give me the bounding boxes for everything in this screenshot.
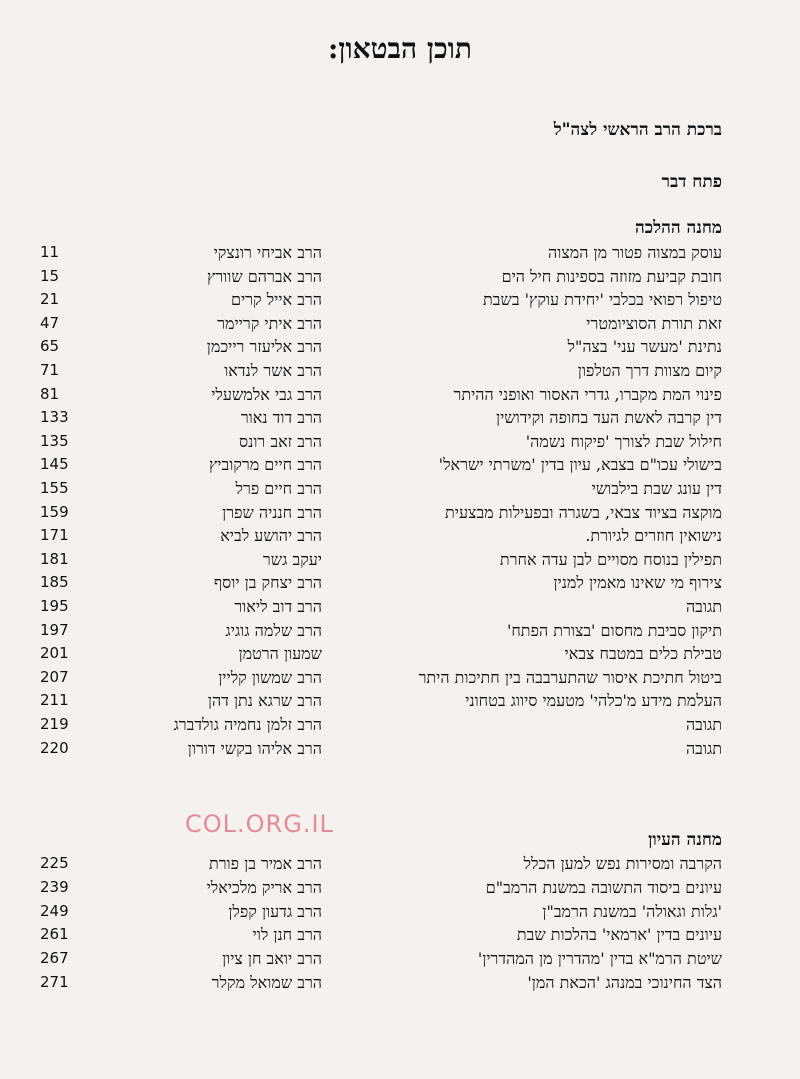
entry-page-number: 225 bbox=[40, 854, 69, 872]
entry-author: הרב שרגא נתן דהן bbox=[207, 691, 322, 711]
entry-title: תגובה bbox=[685, 738, 722, 758]
entry-author: הרב חיים פרל bbox=[235, 479, 322, 498]
entry-title: חובת קביעת מזוזה בספינות חיל הים bbox=[501, 266, 722, 286]
entry-title: הצד החינוכי במנהג 'הכאת המן' bbox=[527, 973, 722, 992]
toc-entry bbox=[40, 571, 722, 594]
entry-title: נתינת 'מעשר עני' בצה"ל bbox=[567, 337, 722, 357]
entry-author: הרב יצחק בן יוסף bbox=[213, 573, 322, 593]
entry-author: הרב חנן לוי bbox=[252, 925, 322, 945]
toc-entry bbox=[40, 689, 722, 712]
entry-author: שמעון הרטמן bbox=[238, 644, 322, 664]
entry-author: הרב גדעון קפלן bbox=[228, 901, 322, 921]
toc-entry bbox=[40, 335, 722, 358]
entry-title: קיום מצוות דרך הטלפון bbox=[577, 361, 722, 380]
entry-author: יעקב גשר bbox=[262, 549, 322, 569]
entry-title: 'גלות וגאולה' במשנת הרמב"ן bbox=[542, 901, 722, 921]
toc-entry bbox=[40, 666, 722, 689]
entry-author: הרב שמואל מקלר bbox=[211, 973, 322, 992]
section-heading-opening: פתח דבר bbox=[661, 172, 722, 192]
toc-entry bbox=[40, 406, 722, 429]
entry-page-number: 133 bbox=[40, 408, 69, 427]
entry-page-number: 81 bbox=[40, 384, 60, 403]
toc-entry bbox=[40, 923, 722, 946]
toc-entry bbox=[40, 595, 722, 618]
entry-title: תגובה bbox=[685, 715, 722, 734]
toc-entry bbox=[40, 852, 722, 875]
entry-page-number: 185 bbox=[40, 573, 69, 592]
entry-page-number: 207 bbox=[40, 667, 69, 686]
entry-author: הרב זאב רונס bbox=[239, 431, 322, 451]
entry-title: טבילת כלים במטבח צבאי bbox=[564, 644, 722, 664]
entry-title: תיקון סביבת מחסום 'בצורת הפתח' bbox=[506, 620, 722, 640]
entry-author: הרב יהושע לביא bbox=[220, 526, 322, 546]
entry-page-number: 220 bbox=[40, 738, 69, 757]
toc-entry bbox=[40, 900, 722, 923]
entry-author: הרב אייל קרים bbox=[230, 290, 322, 310]
entry-title: זאת תורת הסוציומטרי bbox=[586, 313, 722, 333]
page-title: תוכן הבטאון: bbox=[328, 32, 472, 65]
toc-entry bbox=[40, 737, 722, 760]
entry-page-number: 15 bbox=[40, 266, 60, 285]
entry-author: הרב אליעזר רייכמן bbox=[206, 337, 322, 357]
entry-title: פינוי המת מקברו, גדרי האסור ואופני ההיתר bbox=[453, 384, 722, 404]
toc-entry bbox=[40, 312, 722, 335]
entry-page-number: 249 bbox=[40, 901, 69, 920]
entry-author: הרב איתי קריימר bbox=[217, 313, 322, 333]
toc-entry bbox=[40, 430, 722, 453]
entry-author: הרב דוד נאור bbox=[240, 408, 322, 428]
entry-title: חילול שבת לצורך 'פיקוח נשמה' bbox=[525, 431, 722, 451]
toc-entry bbox=[40, 548, 722, 571]
entry-title: טיפול רפואי בכלבי 'יחידת עוקץ' בשבת bbox=[483, 290, 722, 310]
entry-page-number: 181 bbox=[40, 549, 69, 568]
entry-page-number: 145 bbox=[40, 455, 69, 474]
entry-title: מוקצה בציוד צבאי, בשגרה ובפעילות מבצעית bbox=[445, 502, 722, 522]
entry-title: צירוף מי שאינו מאמין למנין bbox=[553, 573, 722, 593]
toc-entry bbox=[40, 453, 722, 476]
entry-page-number: 171 bbox=[40, 526, 69, 545]
toc-entry bbox=[40, 501, 722, 524]
toc-entry bbox=[40, 288, 722, 311]
entry-page-number: 71 bbox=[40, 361, 60, 379]
entry-author: הרב אברהם שוורץ bbox=[206, 266, 322, 286]
entry-author: הרב אביחי רונצקי bbox=[213, 243, 322, 262]
entry-author: הרב שלמה גוגיג bbox=[225, 620, 322, 640]
toc-entry bbox=[40, 971, 722, 994]
entry-page-number: 65 bbox=[40, 337, 60, 356]
section-heading-iyun: מחנה העיון bbox=[648, 830, 722, 850]
entry-page-number: 211 bbox=[40, 691, 69, 710]
entry-author: הרב חיים מרקוביץ bbox=[208, 455, 322, 475]
entry-title: עיונים בדין 'ארמאי' בהלכות שבת bbox=[516, 925, 722, 945]
entry-page-number: 219 bbox=[40, 715, 69, 733]
section-heading-halacha: מחנה ההלכה bbox=[635, 218, 722, 238]
entry-title: הקרבה ומסירות נפש למען הכלל bbox=[523, 854, 722, 873]
entry-author: הרב אמיר בן פורת bbox=[208, 854, 322, 873]
entry-title: העלמת מידע מ'כלהי' מטעמי סיווג בטחוני bbox=[465, 691, 722, 711]
entry-page-number: 155 bbox=[40, 479, 69, 497]
entry-author: הרב שמשון קליין bbox=[218, 667, 322, 687]
toc-entry bbox=[40, 524, 722, 547]
entry-title: עיונים ביסוד התשובה במשנת הרמב"ם bbox=[485, 877, 722, 897]
entry-title: שיטת הרמ"א בדין 'מהדרין מן המהדרין' bbox=[477, 949, 722, 969]
entry-title: ביטול חתיכת איסור שהתערבבה בין חתיכות היתר bbox=[418, 667, 722, 687]
entry-author: הרב גבי אלמשעלי bbox=[211, 384, 322, 404]
toc-entry bbox=[40, 713, 722, 736]
entry-author: הרב אריק מלכיאלי bbox=[206, 877, 322, 897]
entry-author: הרב אליהו בקשי דורון bbox=[187, 738, 322, 758]
section-heading-blessing: ברכת הרב הראשי לצה"ל bbox=[553, 120, 722, 140]
entry-page-number: 267 bbox=[40, 949, 69, 968]
entry-page-number: 21 bbox=[40, 290, 60, 309]
toc-entry bbox=[40, 241, 722, 264]
entry-page-number: 239 bbox=[40, 877, 69, 896]
entry-author: הרב חנניה שפרן bbox=[222, 502, 322, 522]
entry-page-number: 11 bbox=[40, 243, 60, 261]
toc-entry bbox=[40, 619, 722, 642]
entry-title: תגובה bbox=[685, 597, 722, 616]
entry-page-number: 195 bbox=[40, 597, 69, 615]
toc-entry bbox=[40, 477, 722, 500]
toc-entry bbox=[40, 383, 722, 406]
entry-page-number: 159 bbox=[40, 502, 69, 521]
entry-page-number: 47 bbox=[40, 313, 60, 332]
entry-author: הרב דוב ליאור bbox=[234, 597, 322, 616]
toc-entry bbox=[40, 265, 722, 288]
watermark: COL.ORG.IL bbox=[185, 810, 334, 838]
entry-title: דין עונג שבת בילבושי bbox=[591, 479, 722, 498]
entry-title: נישואין חוזרים לגיורת. bbox=[585, 526, 722, 546]
entry-title: בישולי עכו"ם בצבא, עיון בדין 'משרתי ישראל' bbox=[438, 455, 722, 475]
entry-author: הרב אשר לנדאו bbox=[224, 361, 322, 380]
toc-entry bbox=[40, 642, 722, 665]
entry-page-number: 135 bbox=[40, 431, 69, 450]
entry-page-number: 271 bbox=[40, 973, 69, 991]
entry-page-number: 201 bbox=[40, 644, 69, 663]
entry-author: הרב יואב חן ציון bbox=[222, 949, 322, 969]
toc-entry bbox=[40, 359, 722, 382]
entry-page-number: 261 bbox=[40, 925, 69, 944]
toc-entry bbox=[40, 876, 722, 899]
entry-title: תפילין בנוסח מסויים לבן עדה אחרת bbox=[499, 549, 722, 569]
entry-title: דין קרבה לאשת העד בחופה וקידושין bbox=[496, 408, 722, 428]
entry-author: הרב זלמן נחמיה גולדברג bbox=[173, 715, 322, 734]
toc-entry bbox=[40, 947, 722, 970]
entry-title: עוסק במצוה פטור מן המצוה bbox=[548, 243, 722, 262]
entry-page-number: 197 bbox=[40, 620, 69, 639]
